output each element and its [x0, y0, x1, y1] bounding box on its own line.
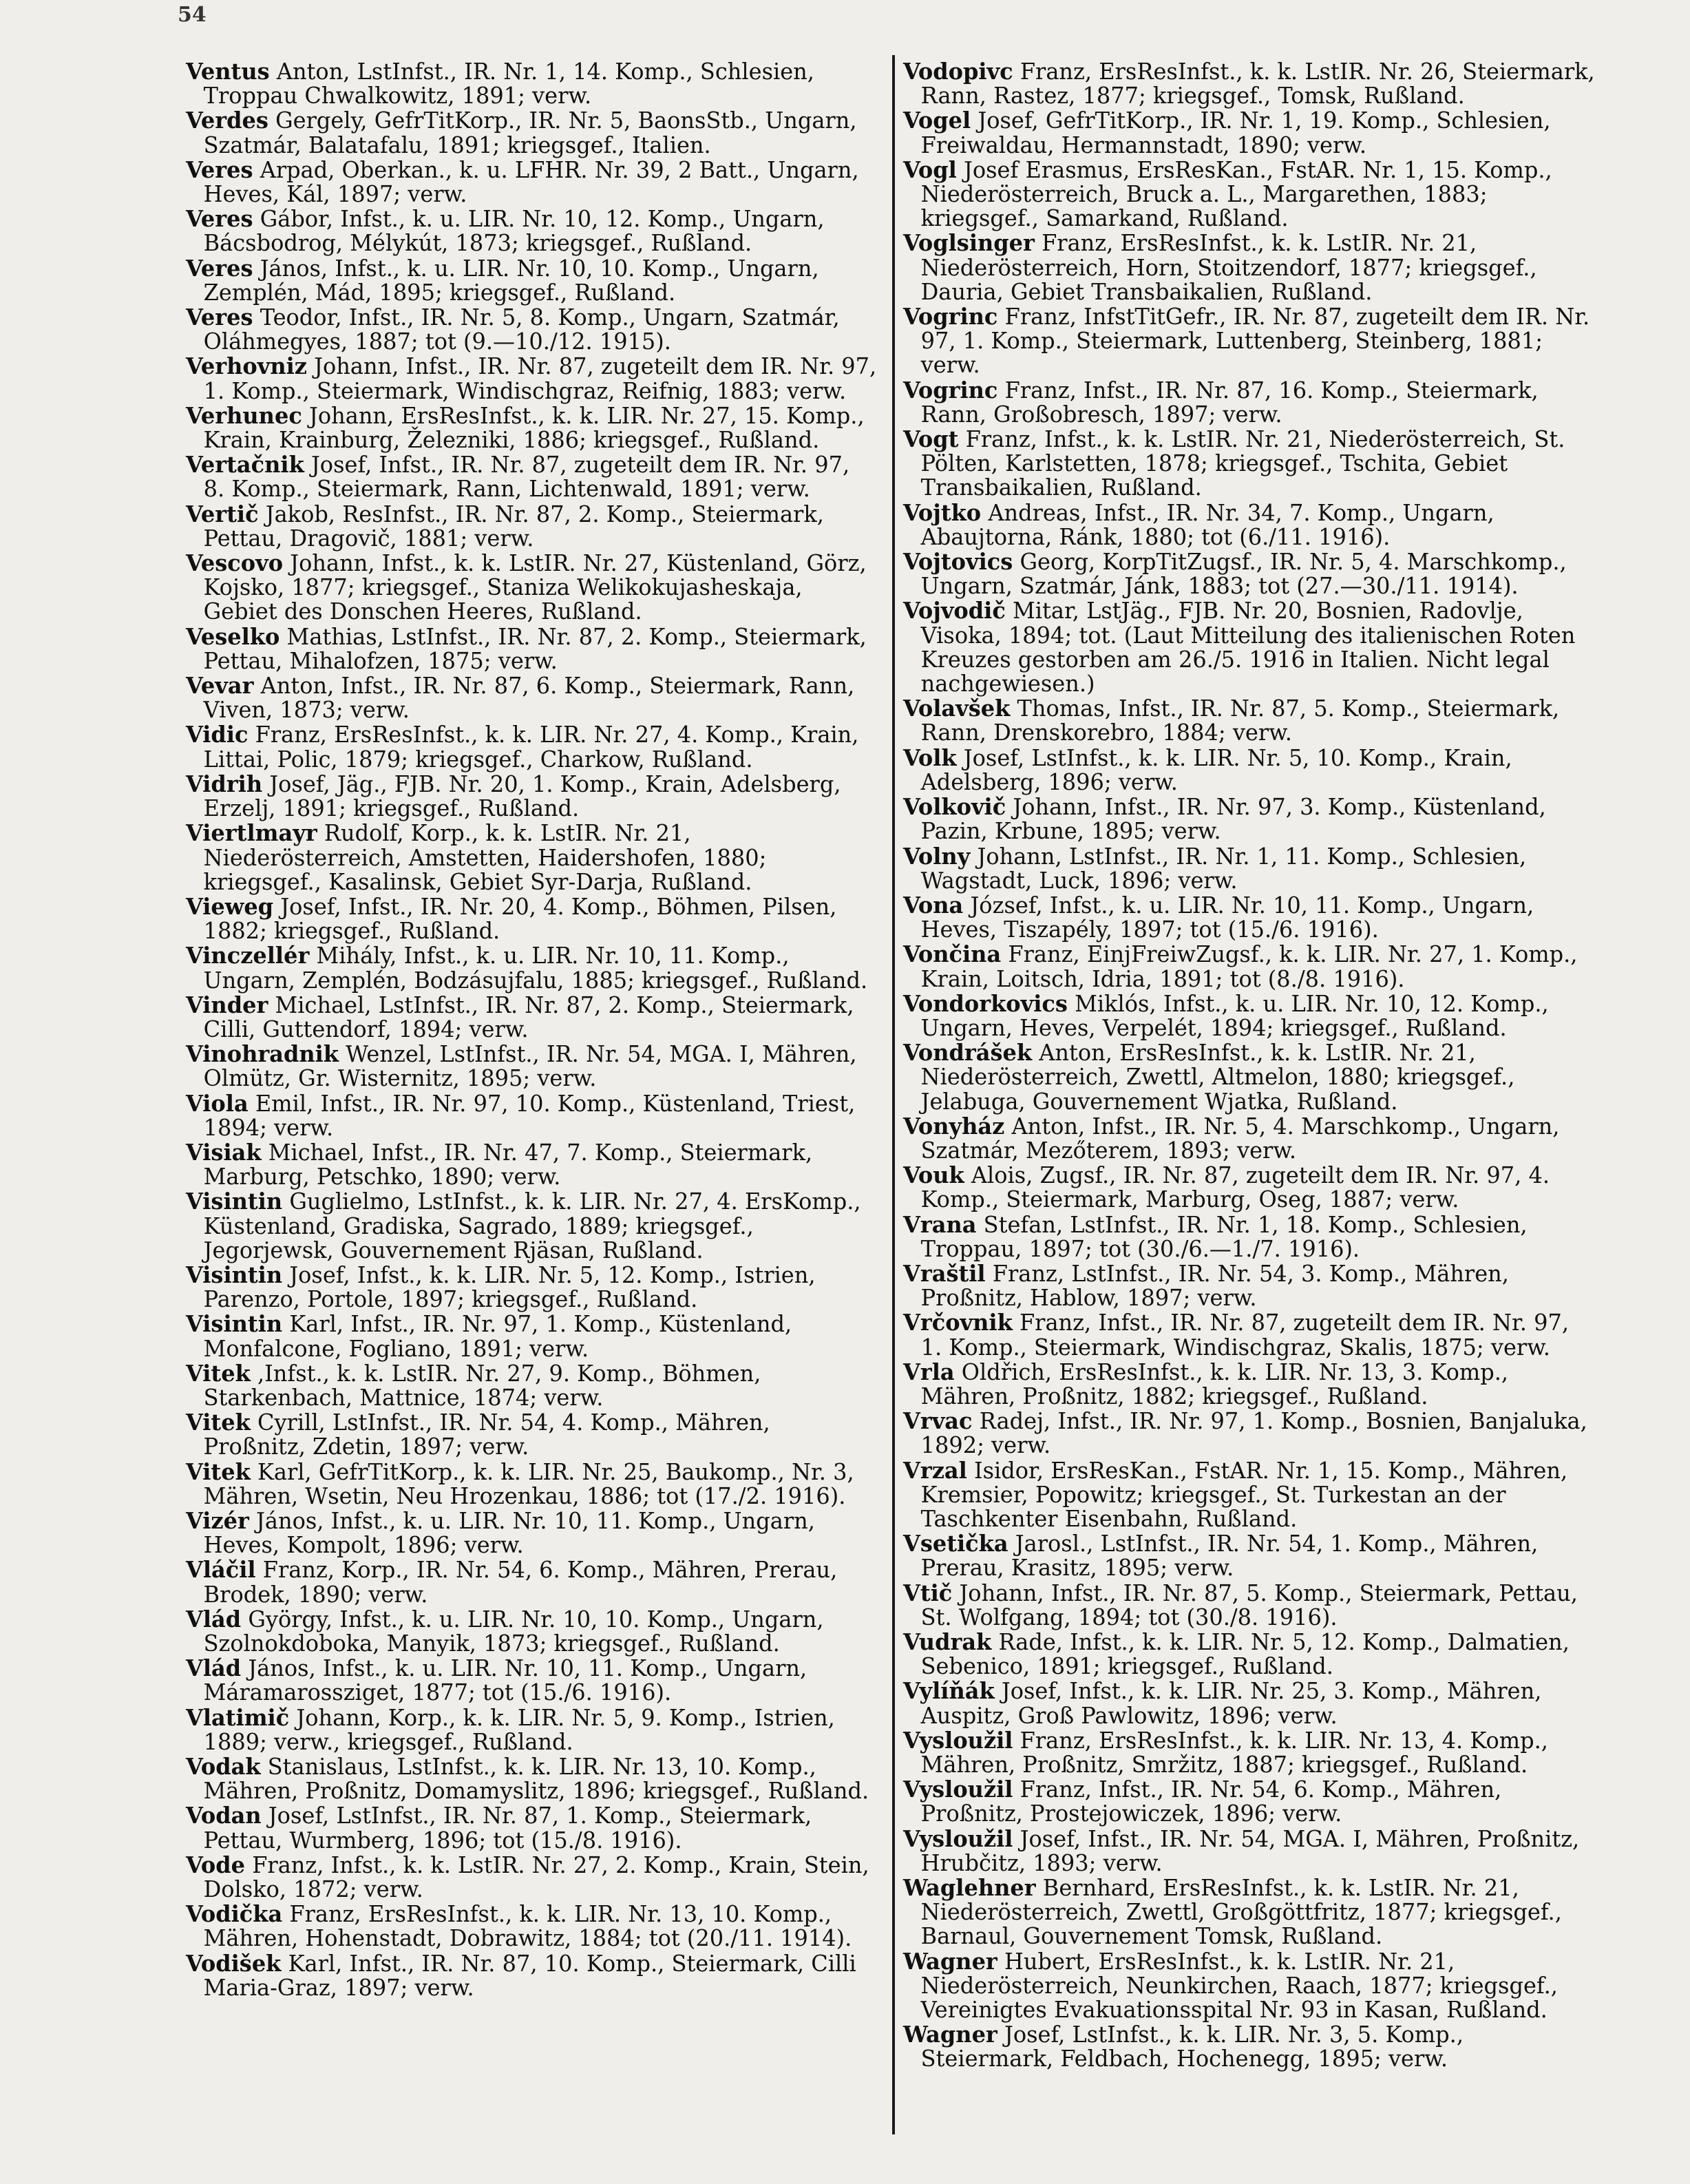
entry-surname: Volavšek: [903, 695, 1011, 722]
entry-details: Anton, LstInfst., IR. Nr. 1, 14. Komp., Schlesien, Troppau Chwalkowitz, 1891; verw.: [203, 59, 814, 109]
entry-surname: Voglsinger: [903, 229, 1035, 257]
entry-surname: Vodan: [186, 1802, 262, 1829]
entry-details: Johann, Infst., IR. Nr. 87, zugeteilt dem IR. Nr. 97, 1. Komp., Steiermark, Windischgraz, Reifnig, 1883; verw.: [203, 353, 877, 404]
entry-surname: Vona: [903, 891, 964, 918]
entry-details: Josef, Infst., k. k. LIR. Nr. 5, 12. Komp., Istrien, Parenzo, Portole, 1897; kriegsgef., Rußland.: [203, 1261, 816, 1313]
entry-surname: Volk: [903, 744, 957, 771]
entry-details: Teodor, Infst., IR. Nr. 5, 8. Komp., Ungarn, Szatmár, Oláhmegyes, 1887; tot (9.—10./12. 1915).: [203, 304, 840, 355]
entry-surname: Vrčovnik: [903, 1309, 1013, 1336]
list-item: [903, 1679, 1595, 1728]
list-item: [903, 1040, 1595, 1114]
list-item: [903, 1310, 1595, 1359]
entry-details: Franz, LstInfst., IR. Nr. 54, 3. Komp., Mähren, Proßnitz, Hablow, 1897; verw.: [920, 1260, 1509, 1312]
entry-surname: Viertlmayr: [186, 819, 317, 847]
entry-surname: Vinohradnik: [186, 1040, 339, 1068]
list-item: [186, 1951, 878, 2000]
entry-surname: Vysloužil: [903, 1776, 1013, 1803]
list-item: [903, 991, 1595, 1040]
entry-details: Franz, Infst., IR. Nr. 87, 16. Komp., Steiermark, Rann, Großobresch, 1897; verw.: [920, 377, 1539, 428]
entry-details: Franz, Infst., IR. Nr. 87, zugeteilt dem IR. Nr. 97, 1. Komp., Steiermark, Windischgraz, Skalis, 1875; verw.: [920, 1310, 1570, 1361]
list-item: [186, 722, 878, 771]
entry-details: Karl, Infst., IR. Nr. 97, 1. Komp., Küstenland, Monfalcone, Fogliano, 1891; verw.: [203, 1311, 792, 1362]
list-item: [186, 1506, 878, 1559]
left-column: [186, 59, 878, 2000]
entry-surname: Verhunec: [186, 401, 302, 429]
list-item: [903, 304, 1595, 378]
entry-surname: Veres: [186, 254, 253, 282]
entry-details: Gábor, Infst., k. u. LIR. Nr. 10, 12. Komp., Ungarn, Bácsbodrog, Mélykút, 1873; kriegsgef., Rußland.: [203, 206, 825, 257]
entry-details: Arpad, Oberkan., k. u. LFHR. Nr. 39, 2 Batt., Ungarn, Heves, Kál, 1897; verw.: [203, 156, 859, 208]
entry-details: Radej, Infst., IR. Nr. 97, 1. Komp., Bosnien, Banjaluka, 1892; verw.: [920, 1408, 1587, 1459]
list-item: [186, 821, 878, 894]
entry-surname: Vylíňák: [903, 1677, 995, 1705]
entry-details: Wenzel, LstInfst., IR. Nr. 54, MGA. I, Mähren, Olmütz, Gr. Wisternitz, 1895; verw.: [203, 1041, 857, 1092]
list-item: [186, 305, 878, 354]
entry-details: Thomas, Infst., IR. Nr. 87, 5. Komp., Steiermark, Rann, Drenskorebro, 1884; verw.: [920, 695, 1560, 746]
entry-surname: Visintin: [186, 1310, 283, 1338]
entry-details: Johann, ErsResInfst., k. k. LIR. Nr. 27, 15. Komp., Krain, Krainburg, Železniki, 1886; kriegsgef., Rußland.: [203, 402, 865, 454]
list-item: [186, 993, 878, 1042]
right-column: [903, 59, 1595, 2072]
list-item: [186, 1091, 878, 1140]
entry-details: Josef, LstInfst., k. k. LIR. Nr. 3, 5. Komp., Steiermark, Feldbach, Hochenegg, 1895; verw.: [920, 2022, 1464, 2072]
list-item: [903, 1827, 1595, 1876]
entry-surname: Vonyház: [903, 1112, 1005, 1140]
entry-details: Jakob, ResInfst., IR. Nr. 87, 2. Komp., Steiermark, Pettau, Dragovič, 1881; verw.: [203, 501, 824, 552]
list-item: [903, 598, 1595, 696]
entry-surname: Vončina: [903, 941, 1002, 968]
list-item: [186, 624, 878, 673]
list-item: [186, 1189, 878, 1263]
entry-details: Michael, Infst., IR. Nr. 47, 7. Komp., Steiermark, Marburg, Petschko, 1890; verw.: [203, 1139, 813, 1190]
list-item: [186, 256, 878, 305]
entry-surname: Verhovniz: [186, 353, 307, 380]
list-item: [186, 894, 878, 943]
entry-surname: Vodopivc: [903, 58, 1013, 85]
entry-details: Bernhard, ErsResInfst., k. k. LstIR. Nr. 21, Niederösterreich, Zwettl, Großgöttfritz, 1877; kriegsgef., Barnaul, Gouvernement Tomsk, Rußland.: [920, 1875, 1562, 1950]
list-item: [903, 1531, 1595, 1580]
list-item: [903, 108, 1595, 157]
entry-details: Franz, ErsResInfst., k. k. LIR. Nr. 27, 4. Komp., Krain, Littai, Polic, 1879; kriegsgef., Charkow, Rußland.: [203, 722, 859, 773]
list-item: [186, 1263, 878, 1312]
entry-surname: Visiak: [186, 1138, 262, 1166]
entry-surname: Vlád: [186, 1605, 242, 1632]
entry-surname: Vouk: [903, 1162, 964, 1189]
list-item: [903, 1261, 1595, 1310]
list-item: [186, 1557, 878, 1606]
list-item: [903, 795, 1595, 843]
entry-details: Franz, ErsResInfst., k. k. LIR. Nr. 13, 10. Komp., Mähren, Hohenstadt, Dobrawitz, 1884; tot (20./11. 1914).: [203, 1901, 852, 1952]
entry-details: Josef, Infst., IR. Nr. 20, 4. Komp., Böhmen, Pilsen, 1882; kriegsgef., Rußland.: [203, 893, 837, 945]
list-item: [903, 942, 1595, 991]
entry-details: Josef Erasmus, ErsResKan., FstAR. Nr. 1, 15. Komp., Niederösterreich, Bruck a. L., Margarethen, 1883; kriegsgef., Samarkand, Rußland.: [920, 156, 1552, 232]
list-item: [186, 403, 878, 452]
entry-surname: Verdes: [186, 107, 268, 134]
entry-details: Johann, LstInfst., IR. Nr. 1, 11. Komp., Schlesien, Wagstadt, Luck, 1896; verw.: [920, 843, 1527, 894]
entry-details: Johann, Infst., IR. Nr. 97, 3. Komp., Küstenland, Pazin, Krbune, 1895; verw.: [920, 794, 1546, 845]
list-item: [186, 452, 878, 501]
list-item: [186, 1361, 878, 1410]
entry-surname: Vevar: [186, 672, 254, 700]
list-item: [186, 108, 878, 157]
entry-details: Anton, Infst., IR. Nr. 87, 6. Komp., Steiermark, Rann, Viven, 1873; verw.: [203, 673, 855, 724]
entry-surname: Vondrášek: [903, 1039, 1033, 1067]
entry-surname: Ventus: [186, 58, 270, 85]
list-item: [903, 746, 1595, 795]
entry-surname: Veres: [186, 205, 253, 233]
entry-details: Cyrill, LstInfst., IR. Nr. 54, 4. Komp., Mähren, Proßnitz, Zdetin, 1897; verw.: [203, 1409, 770, 1460]
entry-details: Franz, ErsResInfst., k. k. LstIR. Nr. 21, Niederösterreich, Horn, Stoitzendorf, 1877; kriegsgef., Dauria, Gebiet Transbaikalien, Rußland.: [920, 230, 1537, 305]
entry-details: Mihály, Infst., k. u. LIR. Nr. 10, 11. Komp., Ungarn, Zemplén, Bodzásujfalu, 1885; kriegsgef., Rußland.: [203, 943, 868, 994]
list-item: [186, 1042, 878, 1091]
entry-details: Johann, Korp., k. k. LIR. Nr. 5, 9. Komp., Istrien, 1889; verw., kriegsgef., Rußland.: [203, 1704, 835, 1755]
list-item: [186, 1140, 878, 1189]
entry-details: Anton, Infst., IR. Nr. 5, 4. Marschkomp., Ungarn, Szatmár, Mezőterem, 1893; verw.: [920, 1113, 1560, 1164]
entry-surname: Vlatimič: [186, 1703, 290, 1731]
entry-details: János, Infst., k. u. LIR. Nr. 10, 10. Komp., Ungarn, Zemplén, Mád, 1895; kriegsgef., Rußland.: [203, 255, 819, 306]
entry-details: Josef, GefrTitKorp., IR. Nr. 1, 19. Komp., Schlesien, Freiwaldau, Hermannstadt, 1890; verw.: [920, 107, 1551, 158]
list-item: [186, 1803, 878, 1852]
entry-details: Josef, Infst., IR. Nr. 54, MGA. I, Mähren, Proßnitz, Hrubčitz, 1893; verw.: [920, 1825, 1580, 1876]
list-item: [186, 1754, 878, 1803]
entry-surname: Vitek: [186, 1458, 251, 1485]
entry-surname: Vogl: [903, 156, 957, 183]
list-item: [903, 378, 1595, 427]
entry-surname: Vrvac: [903, 1407, 973, 1435]
entry-surname: Vojtovics: [903, 548, 1013, 576]
list-item: [903, 231, 1595, 304]
entry-details: Franz, Infst., IR. Nr. 54, 6. Komp., Mähren, Proßnitz, Prostejowiczek, 1896; verw.: [920, 1776, 1502, 1827]
list-item: [903, 696, 1595, 745]
entry-surname: Vertačnik: [186, 451, 304, 479]
list-item: [903, 1409, 1595, 1458]
list-item: [186, 551, 878, 624]
entry-surname: Vrana: [903, 1210, 977, 1238]
entry-details: Anton, ErsResInfst., k. k. LstIR. Nr. 21, Niederösterreich, Zwettl, Altmelon, 1880; kriegsgef., Jelabuga, Gouvernement Wjatka, Rußland.: [920, 1040, 1515, 1115]
list-item: [903, 549, 1595, 598]
entry-surname: Vieweg: [186, 892, 274, 920]
list-item: [903, 1581, 1595, 1630]
list-item: [186, 59, 878, 108]
list-item: [903, 1630, 1595, 1679]
entry-surname: Waglehner: [903, 1874, 1036, 1902]
entry-surname: Visintin: [186, 1188, 283, 1215]
entry-surname: Vodišek: [186, 1949, 282, 1977]
entry-details: Franz, InfstTitGefr., IR. Nr. 87, zugeteilt dem IR. Nr. 97, 1. Komp., Steiermark, Luttenberg, Steinberg, 1881; verw.: [920, 304, 1590, 379]
column-divider: [892, 55, 895, 2134]
list-item: [186, 354, 878, 403]
entry-surname: Vogrinc: [903, 303, 998, 330]
entry-details: Josef, LstInfst., IR. Nr. 87, 1. Komp., Steiermark, Pettau, Wurmberg, 1896; tot (15./8. 1916).: [203, 1803, 812, 1854]
entry-details: Guglielmo, LstInfst., k. k. LIR. Nr. 27, 4. ErsKomp., Küstenland, Gradiska, Sagrado, 1889; kriegsgef., Jegorjewsk, Gouvernement Rjäsan, Rußland.: [203, 1188, 861, 1263]
entry-surname: Vinczellér: [186, 942, 310, 969]
entry-surname: Vlád: [186, 1655, 242, 1682]
list-item: [903, 2022, 1595, 2071]
entry-details: Josef, LstInfst., k. k. LIR. Nr. 5, 10. Komp., Krain, Adelsberg, 1896; verw.: [920, 744, 1512, 795]
list-item: [186, 158, 878, 207]
entry-surname: Volkovič: [903, 793, 1006, 821]
list-item: [903, 59, 1595, 108]
entry-details: György, Infst., k. u. LIR. Nr. 10, 10. Komp., Ungarn, Szolnokdoboka, Manyik, 1873; kriegsgef., Rußland.: [203, 1606, 824, 1657]
list-item: [186, 1705, 878, 1754]
list-item: [903, 427, 1595, 501]
list-item: [186, 1607, 878, 1656]
list-item: [903, 893, 1595, 942]
list-item: [903, 1458, 1595, 1532]
list-item: [186, 943, 878, 992]
entry-details: Andreas, Infst., IR. Nr. 34, 7. Komp., Ungarn, Abaujtorna, Ránk, 1880; tot (6./11. 1916).: [920, 499, 1494, 550]
entry-details: József, Infst., k. u. LIR. Nr. 10, 11. Komp., Ungarn, Heves, Tiszapély, 1897; tot (15./6. 1916).: [920, 892, 1534, 943]
entry-details: Franz, ErsResInfst., k. k. LIR. Nr. 13, 4. Komp., Mähren, Proßnitz, Smržitz, 1887; kriegsgef., Rußland.: [920, 1727, 1548, 1778]
page-number: 54: [178, 3, 207, 27]
entry-details: Rudolf, Korp., k. k. LstIR. Nr. 21, Niederösterreich, Amstetten, Haidershofen, 1880; kriegsgef., Kasalinsk, Gebiet Syr-Darja, Rußland.: [203, 820, 767, 895]
list-item: [903, 1360, 1595, 1409]
entry-surname: Vodak: [186, 1753, 261, 1781]
entry-surname: Vodička: [186, 1900, 283, 1928]
list-item: [186, 1853, 878, 1902]
list-item: [903, 1212, 1595, 1261]
entry-surname: Vitek: [186, 1409, 251, 1436]
entry-surname: Vogt: [903, 426, 959, 453]
entry-surname: Vysloužil: [903, 1726, 1013, 1754]
list-item: [903, 498, 1595, 550]
entry-surname: Vraštil: [903, 1259, 986, 1287]
entry-details: Rade, Infst., k. k. LIR. Nr. 5, 12. Komp., Dalmatien, Sebenico, 1891; kriegsgef., Rußland.: [920, 1629, 1570, 1680]
entry-details: Georg, KorpTitZugsf., IR. Nr. 5, 4. Marschkomp., Ungarn, Szatmár, Jánk, 1883; tot (27.—30./11. 1914).: [920, 549, 1567, 600]
entry-details: Franz, ErsResInfst., k. k. LstIR. Nr. 26, Steiermark, Rann, Rastez, 1877; kriegsgef., Tomsk, Rußland.: [920, 59, 1595, 109]
entry-surname: Vidrih: [186, 770, 263, 797]
list-item: [186, 1656, 878, 1705]
entry-details: Stefan, LstInfst., IR. Nr. 1, 18. Komp., Schlesien, Troppau, 1897; tot (30./6.—1./7. 1916).: [920, 1211, 1528, 1262]
list-item: [186, 1410, 878, 1459]
list-item: [186, 1460, 878, 1509]
list-item: [903, 1114, 1595, 1163]
entry-surname: Vojtko: [903, 498, 982, 526]
entry-details: Johann, Infst., IR. Nr. 87, 5. Komp., Steiermark, Pettau, St. Wolfgang, 1894; tot (30./8. 1916).: [920, 1579, 1578, 1630]
entry-details: Jarosl., LstInfst., IR. Nr. 54, 1. Komp., Mähren, Prerau, Krasitz, 1895; verw.: [920, 1531, 1539, 1582]
entry-surname: Visintin: [186, 1261, 283, 1288]
entry-surname: Vertič: [186, 500, 259, 527]
entry-surname: Veselko: [186, 622, 280, 650]
entry-surname: Vescovo: [186, 549, 284, 577]
entry-details: Franz, Korp., IR. Nr. 54, 6. Komp., Mähren, Prerau, Brodek, 1890; verw.: [203, 1557, 838, 1608]
entry-details: Alois, Zugsf., IR. Nr. 87, zugeteilt dem IR. Nr. 97, 4. Komp., Steiermark, Marburg, Oseg, 1887; verw.: [920, 1162, 1550, 1213]
entry-details: Mathias, LstInfst., IR. Nr. 87, 2. Komp., Steiermark, Pettau, Mihalofzen, 1875; verw.: [203, 623, 867, 674]
entry-surname: Vondorkovics: [903, 989, 1068, 1017]
entry-surname: Volny: [903, 842, 971, 870]
list-item: [186, 673, 878, 722]
list-item: [903, 1949, 1595, 2023]
entry-surname: Vojvodič: [903, 597, 1006, 624]
entry-details: Michael, LstInfst., IR. Nr. 87, 2. Komp., Steiermark, Cilli, Guttendorf, 1894; verw.: [203, 991, 854, 1042]
entry-details: Franz, Infst., k. k. LstIR. Nr. 21, Niederösterreich, St. Pölten, Karlstetten, 1878; kriegsgef., Tschita, Gebiet Transbaikalien, Rußland.: [920, 426, 1565, 501]
entry-surname: Vinder: [186, 991, 268, 1018]
entry-surname: Vtič: [903, 1579, 953, 1606]
entry-details: Josef, Infst., k. k. LIR. Nr. 25, 3. Komp., Mähren, Auspitz, Groß Pawlowitz, 1896; verw.: [920, 1678, 1542, 1729]
entry-details: János, Infst., k. u. LIR. Nr. 10, 11. Komp., Ungarn, Heves, Kompolt, 1896; verw.: [203, 1507, 815, 1559]
list-item: [903, 1777, 1595, 1826]
entry-details: Miklós, Infst., k. u. LIR. Nr. 10, 12. Komp., Ungarn, Heves, Verpelét, 1894; kriegsgef., Rußland.: [920, 990, 1549, 1041]
list-item: [903, 844, 1595, 893]
entry-surname: Vogrinc: [903, 376, 998, 403]
entry-details: Isidor, ErsResKan., FstAR. Nr. 1, 15. Komp., Mähren, Kremsier, Popowitz; kriegsgef., St. Turkestan an der Taschkenter Eisenbahn, Rußland.: [920, 1457, 1568, 1532]
entry-details: Gergely, GefrTitKorp., IR. Nr. 5, BaonsStb., Ungarn, Szatmár, Balatafalu, 1891; kriegsgef., Italien.: [203, 107, 857, 158]
entry-details: Franz, EinjFreiwZugsf., k. k. LIR. Nr. 27, 1. Komp., Krain, Loitsch, Idria, 1891; tot (8./8. 1916).: [920, 941, 1578, 992]
list-item: [186, 207, 878, 255]
entry-surname: Veres: [186, 156, 253, 183]
entry-details: Karl, Infst., IR. Nr. 87, 10. Komp., Steiermark, Cilli Maria-Graz, 1897; verw.: [203, 1950, 856, 2001]
entry-details: Franz, Infst., k. k. LstIR. Nr. 27, 2. Komp., Krain, Stein, Dolsko, 1872; verw.: [203, 1851, 869, 1903]
entry-details: Emil, Infst., IR. Nr. 97, 10. Komp., Küstenland, Triest, 1894; verw.: [203, 1090, 856, 1141]
entry-surname: Vidic: [186, 721, 249, 748]
list-item: [186, 772, 878, 821]
entry-surname: Wagner: [903, 1947, 997, 1975]
entry-details: János, Infst., k. u. LIR. Nr. 10, 11. Komp., Ungarn, Máramarossziget, 1877; tot (15./6. 1916).: [203, 1655, 807, 1706]
entry-surname: Wagner: [903, 2021, 997, 2048]
entry-surname: Vitek: [186, 1359, 251, 1387]
entry-surname: Viola: [186, 1089, 249, 1117]
entry-surname: Vláčil: [186, 1556, 256, 1584]
list-item: [903, 1876, 1595, 1949]
list-item: [186, 1902, 878, 1951]
entry-surname: Vrla: [903, 1358, 955, 1385]
list-item: [903, 1163, 1595, 1212]
entry-details: Mitar, LstJäg., FJB. Nr. 20, Bosnien, Radovlje, Visoka, 1894; tot. (Laut Mitteilung des italienischen Roten Kreuzes gestorben am 26./5. 1916 in Italien. Nicht legal nachgewiesen.): [920, 598, 1576, 697]
entry-details: Hubert, ErsResInfst., k. k. LstIR. Nr. 21, Niederösterreich, Neunkirchen, Raach, 1877; kriegsgef., Vereinigtes Evakuationsspital Nr. 93 in Kasan, Rußland.: [920, 1948, 1558, 2024]
entry-surname: Vrzal: [903, 1456, 967, 1484]
entry-details: Josef, Infst., IR. Nr. 87, zugeteilt dem IR. Nr. 97, 8. Komp., Steiermark, Rann, Lichtenwald, 1891; verw.: [203, 452, 850, 503]
entry-surname: Vysloužil: [903, 1825, 1013, 1852]
entry-details: Oldřich, ErsResInfst., k. k. LIR. Nr. 13, 3. Komp., Mähren, Proßnitz, 1882; kriegsgef., Rußland.: [920, 1358, 1509, 1409]
entry-surname: Vsetička: [903, 1530, 1008, 1557]
list-item: [903, 158, 1595, 231]
entry-details: Karl, GefrTitKorp., k. k. LIR. Nr. 25, Baukomp., Nr. 3, Mähren, Wsetin, Neu Hrozenkau, 1886; tot (17./2. 1916).: [203, 1458, 854, 1509]
entry-surname: Veres: [186, 304, 253, 331]
entry-details: ,Infst., k. k. LstIR. Nr. 27, 9. Komp., Böhmen, Starkenbach, Mattnice, 1874; verw.: [203, 1360, 761, 1411]
list-item: [186, 1312, 878, 1361]
entry-surname: Vogel: [903, 107, 971, 134]
list-item: [186, 502, 878, 551]
list-item: [903, 1728, 1595, 1777]
entry-surname: Vizér: [186, 1506, 249, 1534]
entry-details: Johann, Infst., k. k. LstIR. Nr. 27, Küstenland, Görz, Kojsko, 1877; kriegsgef., Staniza Welikokujasheskaja, Gebiet des Donschen Heeres, Rußland.: [203, 550, 867, 625]
entry-surname: Vode: [186, 1851, 246, 1878]
entry-details: Josef, Jäg., FJB. Nr. 20, 1. Komp., Krain, Adelsberg, Erzelj, 1891; kriegsgef., Rußland.: [203, 770, 841, 822]
entry-surname: Vudrak: [903, 1628, 992, 1655]
entry-details: Stanislaus, LstInfst., k. k. LIR. Nr. 13, 10. Komp., Mähren, Proßnitz, Domamyslitz, 1896; kriegsgef., Rußland.: [203, 1754, 869, 1805]
